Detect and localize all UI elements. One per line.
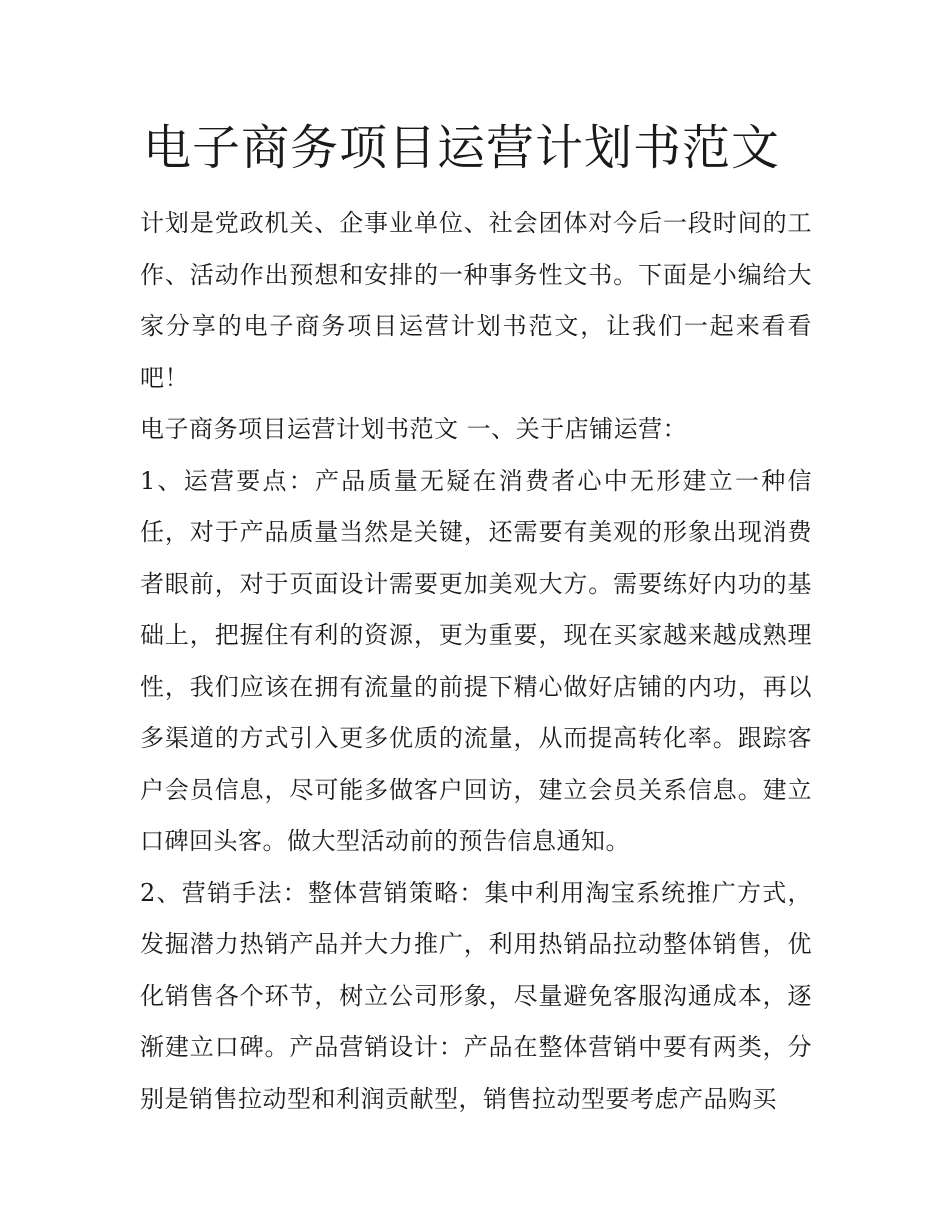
intro-paragraph: 计划是党政机关、企事业单位、社会团体对今后一段时间的工作、活动作出预想和安排的一种事务性文书。下面是小编给大家分享的电子商务项目运营计划书范文，让我们一起来看看吧！ xyxy=(140,209,812,392)
document-title: 电子商务项目运营计划书范文 xyxy=(143,120,781,176)
document-body xyxy=(140,198,812,1125)
marketing-methods-paragraph: 2、营销手法：整体营销策略：集中利用淘宝系统推广方式，发掘潜力热销产品并大力推广，利用热销品拉动整体销售，优化销售各个环节，树立公司形象，尽量避免客服沟通成本，逐渐建立口碑。产品营销设计：产品在整体营销中要有两类，分别是销售拉动型和利润贡献型，销售拉动型要考虑产品购买 xyxy=(140,878,812,1113)
section-heading: 电子商务项目运营计划书范文 一、关于店铺运营： xyxy=(140,415,688,443)
operation-points-paragraph: 1、运营要点：产品质量无疑在消费者心中无形建立一种信任，对于产品质量当然是关键，还需要有美观的形象出现消费者眼前，对于页面设计需要更加美观大方。需要练好内功的基础上，把握住有利的资源，更为重要，现在买家越来越成熟理性，我们应该在拥有流量的前提下精心做好店铺的内功，再以多渠道的方式引入更多优质的流量，从而提高转化率。跟踪客户会员信息，尽可能多做客户回访，建立会员关系信息。建立口碑回头客。做大型活动前的预告信息通知。 xyxy=(140,466,812,855)
